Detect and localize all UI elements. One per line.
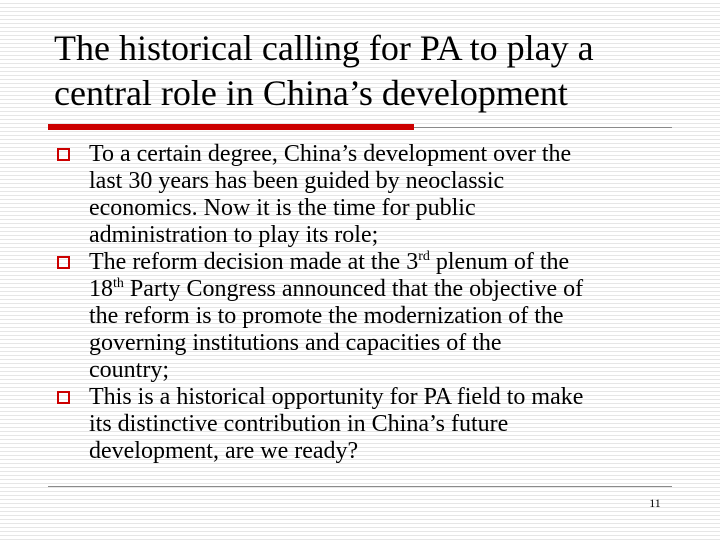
bullet-item	[0, 141, 679, 249]
text-run: plenum of the	[429, 249, 570, 275]
text-run: 18	[89, 276, 113, 302]
bullet-line: To a certain degree, China’s development over the	[89, 141, 572, 167]
bullet-line: last 30 years has been guided by neoclassic	[89, 168, 505, 194]
bullet-text	[89, 384, 679, 465]
slide-title	[54, 26, 684, 116]
footer-divider	[48, 486, 672, 487]
text-run: The reform decision made at the 3	[89, 249, 419, 275]
page-number: 11	[649, 496, 661, 510]
hollow-square-bullet-icon	[57, 148, 70, 161]
bullet-line: the reform is to promote the modernization of the	[89, 303, 564, 329]
slide-title-line: central role in China’s development	[54, 73, 568, 113]
hollow-square-bullet-icon	[57, 391, 70, 404]
bullet-line: development, are we ready?	[89, 438, 359, 464]
bullet-line: country;	[89, 357, 169, 383]
bullet-line: This is a historical opportunity for PA field to make	[89, 384, 584, 410]
title-accent-bar	[48, 124, 414, 130]
bullet-line: administration to play its role;	[89, 222, 379, 248]
bullet-text	[89, 249, 679, 384]
bullet-list	[0, 141, 720, 465]
ordinal-superscript: rd	[418, 249, 430, 264]
slide-title-line: The historical calling for PA to play a	[54, 28, 594, 68]
bullet-line: its distinctive contribution in China’s future	[89, 411, 509, 437]
hollow-square-bullet-icon	[57, 256, 70, 269]
text-run: Party Congress announced that the objective of	[123, 276, 584, 302]
bullet-text	[89, 141, 679, 249]
bullet-item	[0, 249, 679, 384]
bullet-item	[0, 384, 679, 465]
ordinal-superscript: th	[113, 276, 124, 291]
bullet-line: economics. Now it is the time for public	[89, 195, 476, 221]
bullet-line	[89, 249, 679, 276]
bullet-line: governing institutions and capacities of the	[89, 330, 502, 356]
bullet-line	[89, 276, 679, 303]
